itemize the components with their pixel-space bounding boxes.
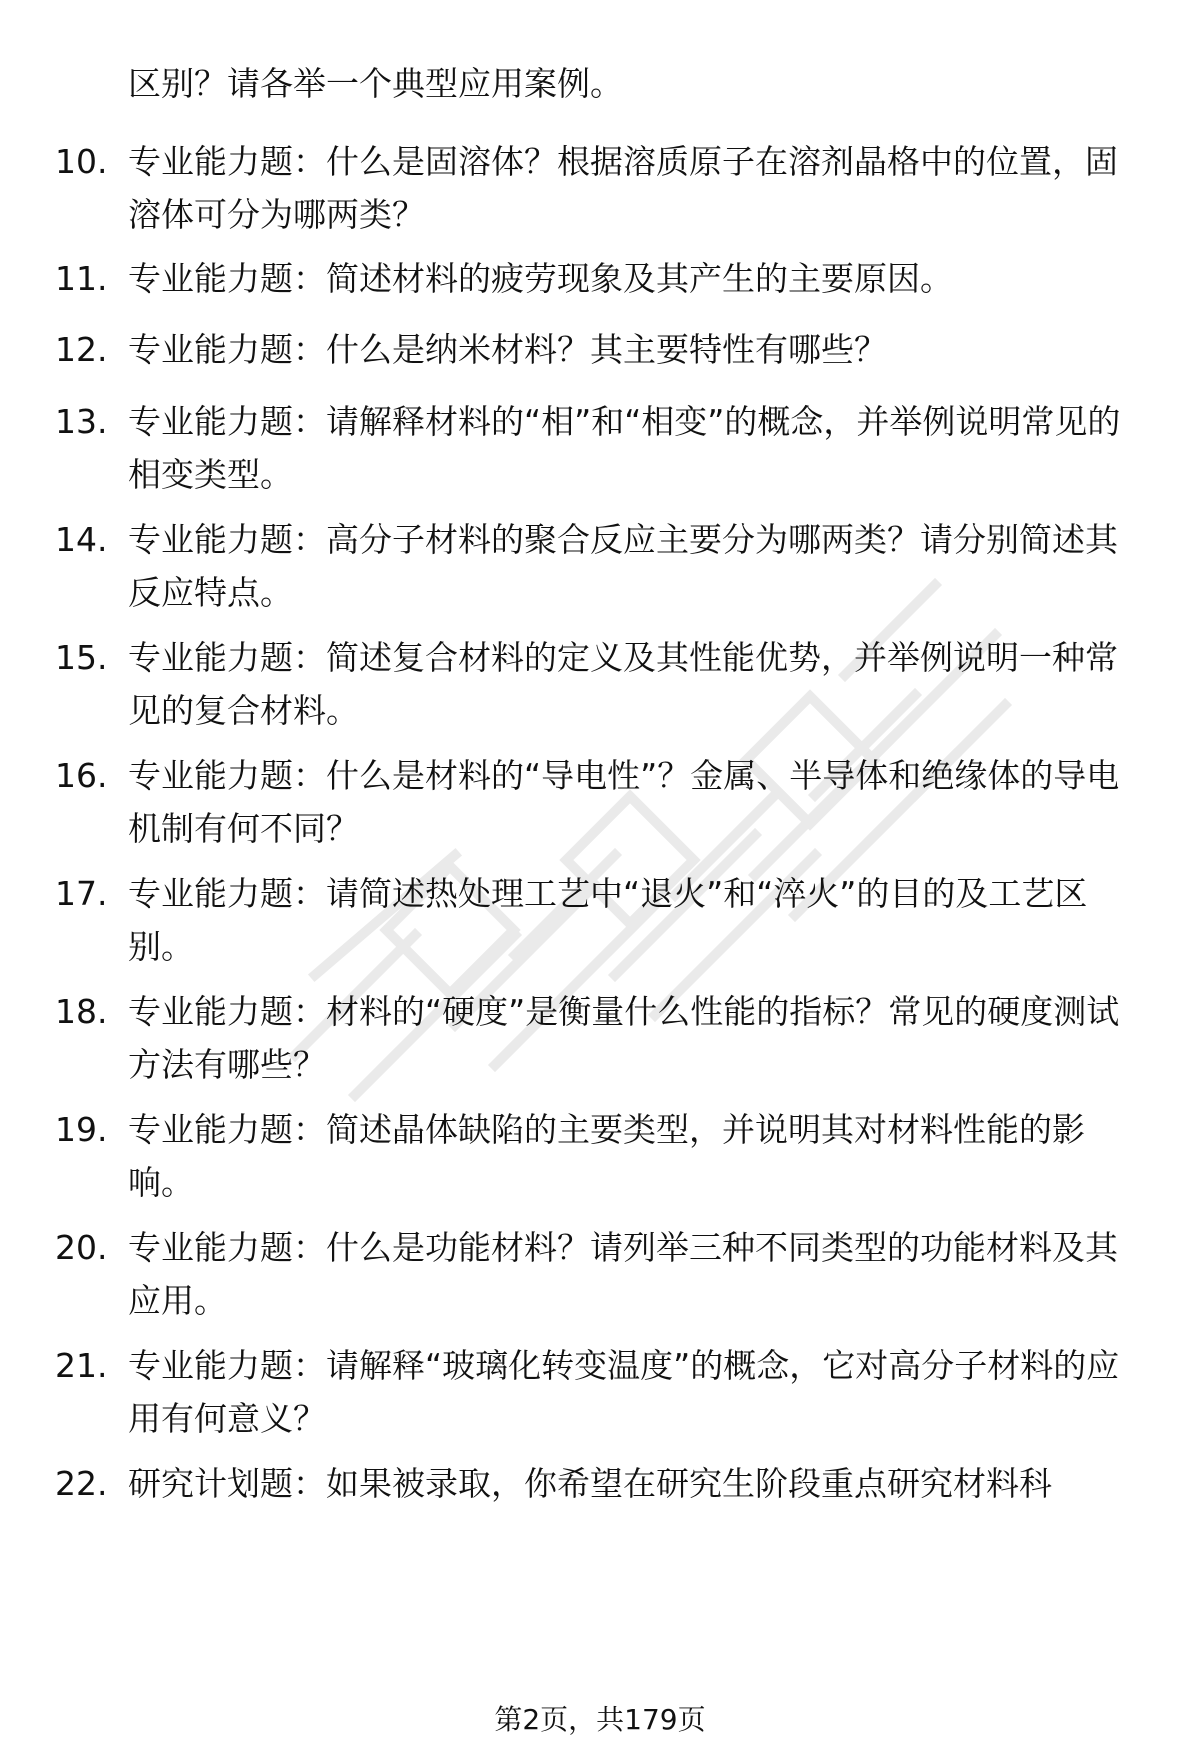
question-text: 专业能力题：高分子材料的聚合反应主要分为哪两类？请分别简述其反应特点。 [128,520,1118,612]
question-number: 16. [55,756,108,795]
question-number: 20. [55,1228,108,1267]
question-number: 18. [55,992,108,1031]
question-text: 专业能力题：简述晶体缺陷的主要类型，并说明其对材料性能的影响。 [128,1110,1085,1202]
question-number: 13. [55,402,108,441]
question-number: 17. [55,874,108,913]
question-text: 专业能力题：材料的“硬度”是衡量什么性能的指标？常见的硬度测试方法有哪些？ [128,992,1120,1084]
question-text: 专业能力题：请解释“玻璃化转变温度”的概念，它对高分子材料的应用有何意义？ [128,1346,1120,1438]
continued-question-text: 区别？请各举一个典型应用案例。 [128,64,623,103]
question-number: 11. [55,259,108,298]
question-text: 专业能力题：什么是材料的“导电性”？金属、半导体和绝缘体的导电机制有何不同？ [128,756,1120,848]
question-number: 15. [55,638,108,677]
question-text: 专业能力题：什么是固溶体？根据溶质原子在溶剂晶格中的位置，固溶体可分为哪两类？ [128,142,1118,234]
question-number: 21. [55,1346,108,1385]
question-text: 专业能力题：什么是功能材料？请列举三种不同类型的功能材料及其应用。 [128,1228,1118,1320]
question-number: 22. [55,1464,108,1503]
question-number: 14. [55,520,108,559]
question-text: 专业能力题：简述材料的疲劳现象及其产生的主要原因。 [128,259,953,298]
question-text: 专业能力题：请简述热处理工艺中“退火”和“淬火”的目的及工艺区别。 [128,874,1088,966]
question-number: 12. [55,330,108,369]
question-number: 10. [55,142,108,181]
question-text: 专业能力题：简述复合材料的定义及其性能优势，并举例说明一种常见的复合材料。 [128,638,1118,730]
question-text: 研究计划题：如果被录取，你希望在研究生阶段重点研究材料科 [128,1464,1052,1503]
question-text: 专业能力题：什么是纳米材料？其主要特性有哪些？ [128,330,887,369]
page-footer: 第2页，共179页 [494,1703,706,1736]
question-number: 19. [55,1110,108,1149]
question-text: 专业能力题：请解释材料的“相”和“相变”的概念，并举例说明常见的相变类型。 [128,402,1121,494]
